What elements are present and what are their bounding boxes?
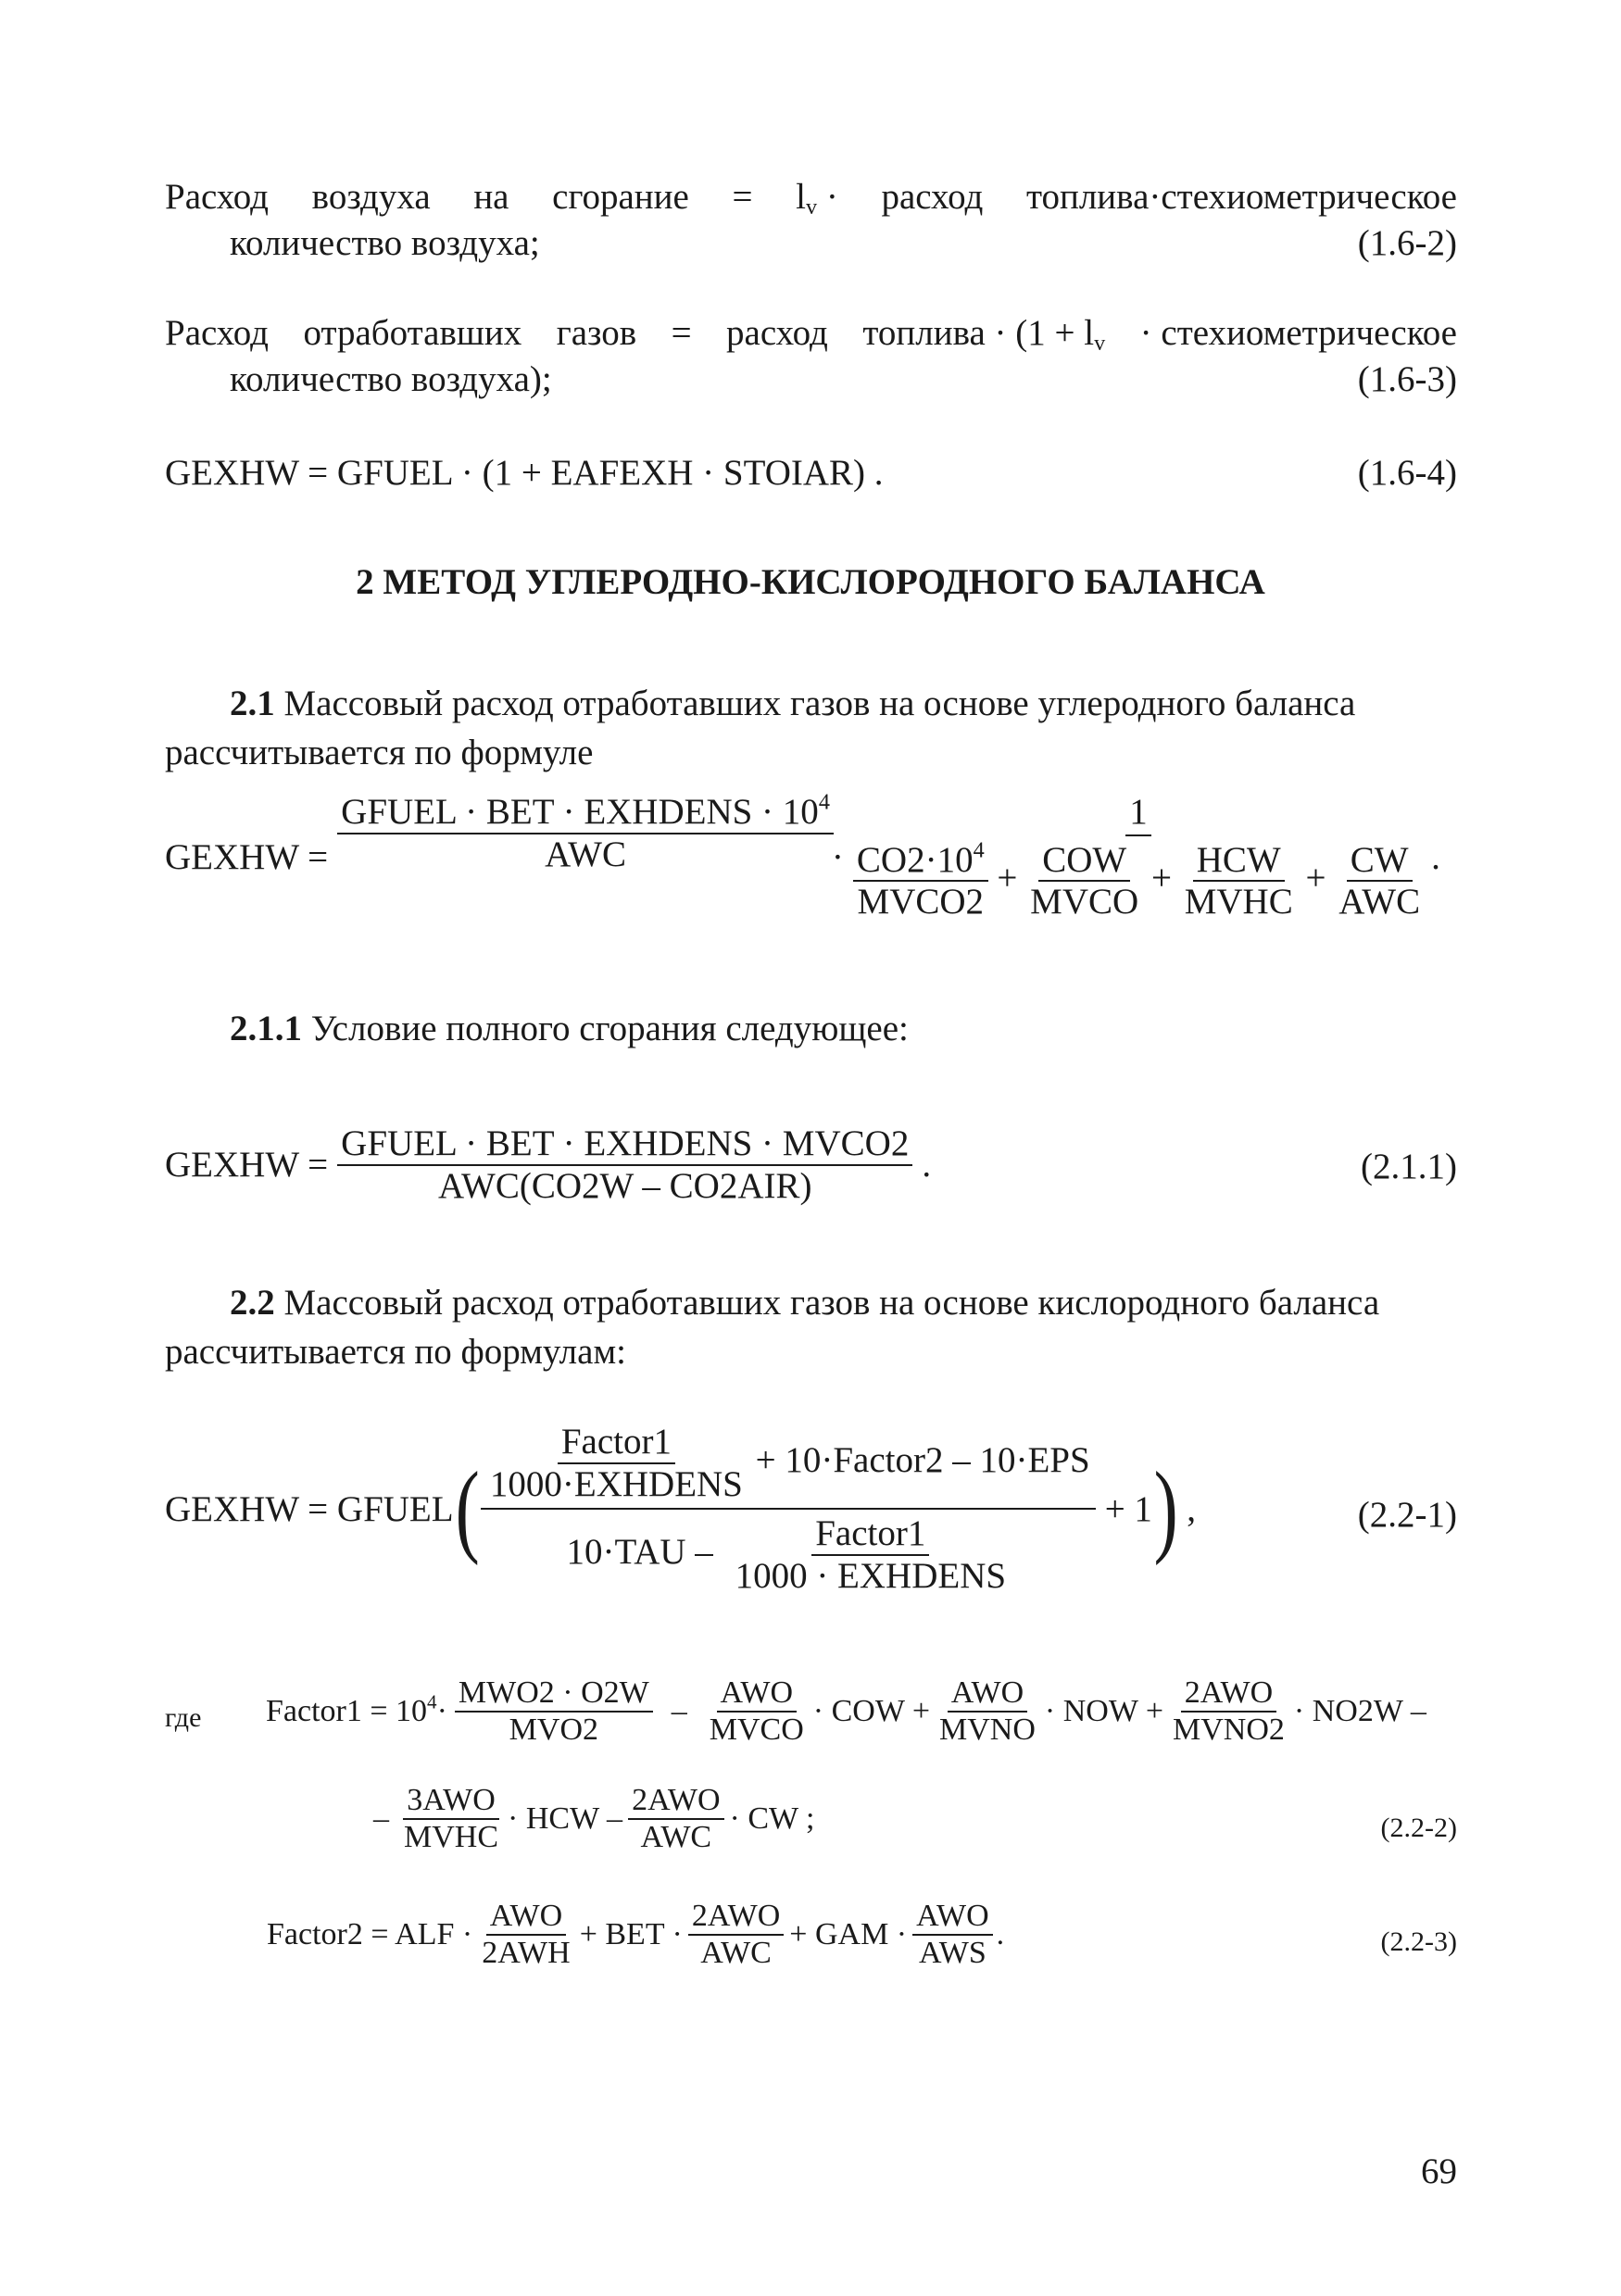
frac-3awo-mvhc: $\frac{\text{3AWO}}{\text{MVHC}}$ [404, 1783, 499, 1855]
now-term: · NOW + [1044, 1694, 1164, 1729]
paragraph-2-2-cont: рассчитывается по формулам: [165, 1332, 626, 1372]
word: расход [726, 313, 828, 353]
p1-line1 [165, 176, 1457, 218]
equation-2-2-1 [165, 1422, 1196, 1597]
paragraph-2-1 [230, 683, 1355, 724]
dot: · [831, 837, 844, 877]
minus: – [373, 1801, 389, 1837]
minus: – [671, 1694, 687, 1729]
word: на [473, 177, 509, 217]
clause-number: 2.1 [230, 684, 275, 723]
p2-line1 [165, 312, 1457, 357]
frac-awo-2awh: $\frac{\text{AWO}}{\text{2AWH}}$ [482, 1899, 571, 1971]
p2-line2: количество воздуха); [230, 359, 552, 399]
factor1-over-exhdens: $\frac{\text{Factor1}}{\text{1000·EXHDENS}}$ [489, 1422, 743, 1504]
fraction-main [337, 789, 834, 874]
word: · стехиометрическое [1139, 313, 1457, 353]
factor2-lhs: Factor2 = ALF · [267, 1917, 473, 1952]
word: = [732, 177, 753, 217]
lv-symbol: $l_v$ · [796, 177, 838, 220]
term-co: $\frac{\text{COW}}{\text{MVCO}}$ [1030, 839, 1139, 922]
fraction [337, 1123, 912, 1206]
word: топлива·стехиометрическое [1025, 177, 1457, 217]
plus: + [1150, 858, 1172, 898]
numerator-rest: + 10·Factor2 – 10·EPS [755, 1439, 1090, 1480]
word: газов [556, 313, 637, 353]
numerator [481, 1422, 1096, 1510]
fuel-lv: топлива · ($1 + l_v$ [862, 313, 1106, 357]
word: расход [881, 177, 984, 217]
denominator [563, 1510, 1014, 1596]
clause-number: 2.1.1 [230, 1009, 302, 1048]
cw-term: · CW ; [729, 1801, 815, 1837]
end-period: . [1431, 837, 1440, 877]
numerator: GFUEL · BET · EXHDENS · MVCO2 [337, 1123, 912, 1166]
paragraph-2-1-1 [230, 1008, 909, 1049]
big-fraction [481, 1422, 1096, 1597]
frac-2awo-awc: $\frac{\text{2AWO}}{\text{AWC}}$ [628, 1783, 723, 1855]
word: Расход [165, 177, 270, 217]
eq-lhs: GEXHW = [165, 1145, 329, 1186]
word: сгорание [552, 177, 689, 217]
frac-2awo-awc: $\frac{\text{2AWO}}{\text{AWC}}$ [688, 1899, 784, 1971]
eq-lhs: GEXHW = [165, 837, 329, 877]
equation-2-2-3 [267, 1899, 1004, 1971]
denominator-sum [849, 836, 1427, 922]
paragraph-2-2 [230, 1282, 1379, 1324]
word: Расход [165, 313, 270, 353]
factor1-lhs: Factor1 = $10^4\cdot$ [266, 1690, 447, 1729]
bet-term: + BET · [579, 1917, 683, 1952]
clause-text: Условие полного сгорания следующее: [302, 1009, 909, 1048]
clause-text: Массовый расход отработавших газов на основе углеродного баланса [274, 684, 1356, 723]
factor1-over-exhdens-2: $\frac{\text{Factor1}}{\text{1000 · EXHDENS}}$ [735, 1513, 1007, 1597]
eq-number: (1.6-3) [1357, 359, 1457, 399]
eq-number: (2.2-2) [1380, 1813, 1457, 1843]
term-c: $\frac{CW}{\text{AWC}}$ [1338, 839, 1421, 922]
clause-text: Массовый расход отработавших газов на основе кислородного баланса [274, 1283, 1380, 1323]
term-hc: $\frac{\text{HCW}}{\text{MVHC}}$ [1184, 839, 1293, 922]
equation-2-1 [165, 789, 1440, 922]
frac-2awo-mvno2: $\frac{\text{2AWO}}{\text{MVNO2}}$ [1173, 1675, 1285, 1748]
plus-one: + 1 [1104, 1488, 1152, 1529]
section-title: 2 МЕТОД УГЛЕРОДНО-КИСЛОРОДНОГО БАЛАНСА [356, 562, 1265, 602]
word: отработавших [303, 313, 522, 353]
plus: + [997, 858, 1018, 898]
eq-number: (2.2-1) [1357, 1495, 1457, 1535]
gam-term: + GAM · [789, 1917, 908, 1952]
denominator: AWC [545, 834, 626, 874]
eq-number: (1.6-2) [1357, 223, 1457, 263]
denominator: AWC(CO2W – CO2AIR) [438, 1165, 812, 1206]
frac-awo-mvco: $\frac{\text{AWO}}{\text{MVCO}}$ [709, 1675, 804, 1748]
frac-awo-aws: $\frac{\text{AWO}}{\text{AWS}}$ [912, 1899, 992, 1971]
end-period: . [996, 1917, 1005, 1952]
eq-number: (1.6-4) [1357, 453, 1457, 493]
end-period: . [922, 1145, 932, 1186]
left-paren: ( [455, 1451, 480, 1567]
word: воздуха [311, 177, 431, 217]
clause-number: 2.2 [230, 1283, 275, 1323]
tau-term: 10·TAU – [566, 1531, 713, 1572]
term-co2: $\frac{CO2\cdot 10^4}{\text{MVCO2}}$ [853, 840, 988, 922]
paragraph-2-1-cont: рассчитывается по формуле [165, 733, 594, 772]
right-paren: ) [1153, 1451, 1178, 1567]
numerator: 1 [1125, 792, 1151, 836]
where-label: где [165, 1702, 202, 1733]
plus: + [1305, 858, 1326, 898]
no2w-term: · NO2W – [1293, 1694, 1426, 1729]
equation-1-6-4: GEXHW = GFUEL · (1 + EAFEXH · STOIAR) . [165, 453, 884, 493]
cow-term: · COW + [812, 1694, 931, 1729]
word: = [671, 313, 692, 353]
page-number: 69 [1421, 2152, 1457, 2191]
fraction-inverse [849, 792, 1427, 922]
p1-line2: количество воздуха; [230, 223, 540, 263]
equation-2-1-1 [165, 1123, 931, 1206]
eq-lhs: GEXHW = GFUEL [165, 1488, 454, 1529]
frac-awo-mvno: $\frac{\text{AWO}}{\text{MVNO}}$ [939, 1675, 1036, 1748]
equation-2-2-2-line1 [266, 1675, 1426, 1748]
numerator: GFUEL · BET · EXHDENS · $10^4$ [337, 792, 834, 834]
comma: , [1187, 1488, 1196, 1529]
frac-mwo2: $\frac{\text{MWO2 · O2W}}{\text{MVO2}}$ [455, 1675, 653, 1748]
eq-number: (2.2-3) [1380, 1926, 1457, 1957]
hcw-term: · HCW – [508, 1801, 623, 1837]
eq-number: (2.1.1) [1361, 1147, 1457, 1186]
equation-2-2-2-line2 [373, 1783, 814, 1855]
